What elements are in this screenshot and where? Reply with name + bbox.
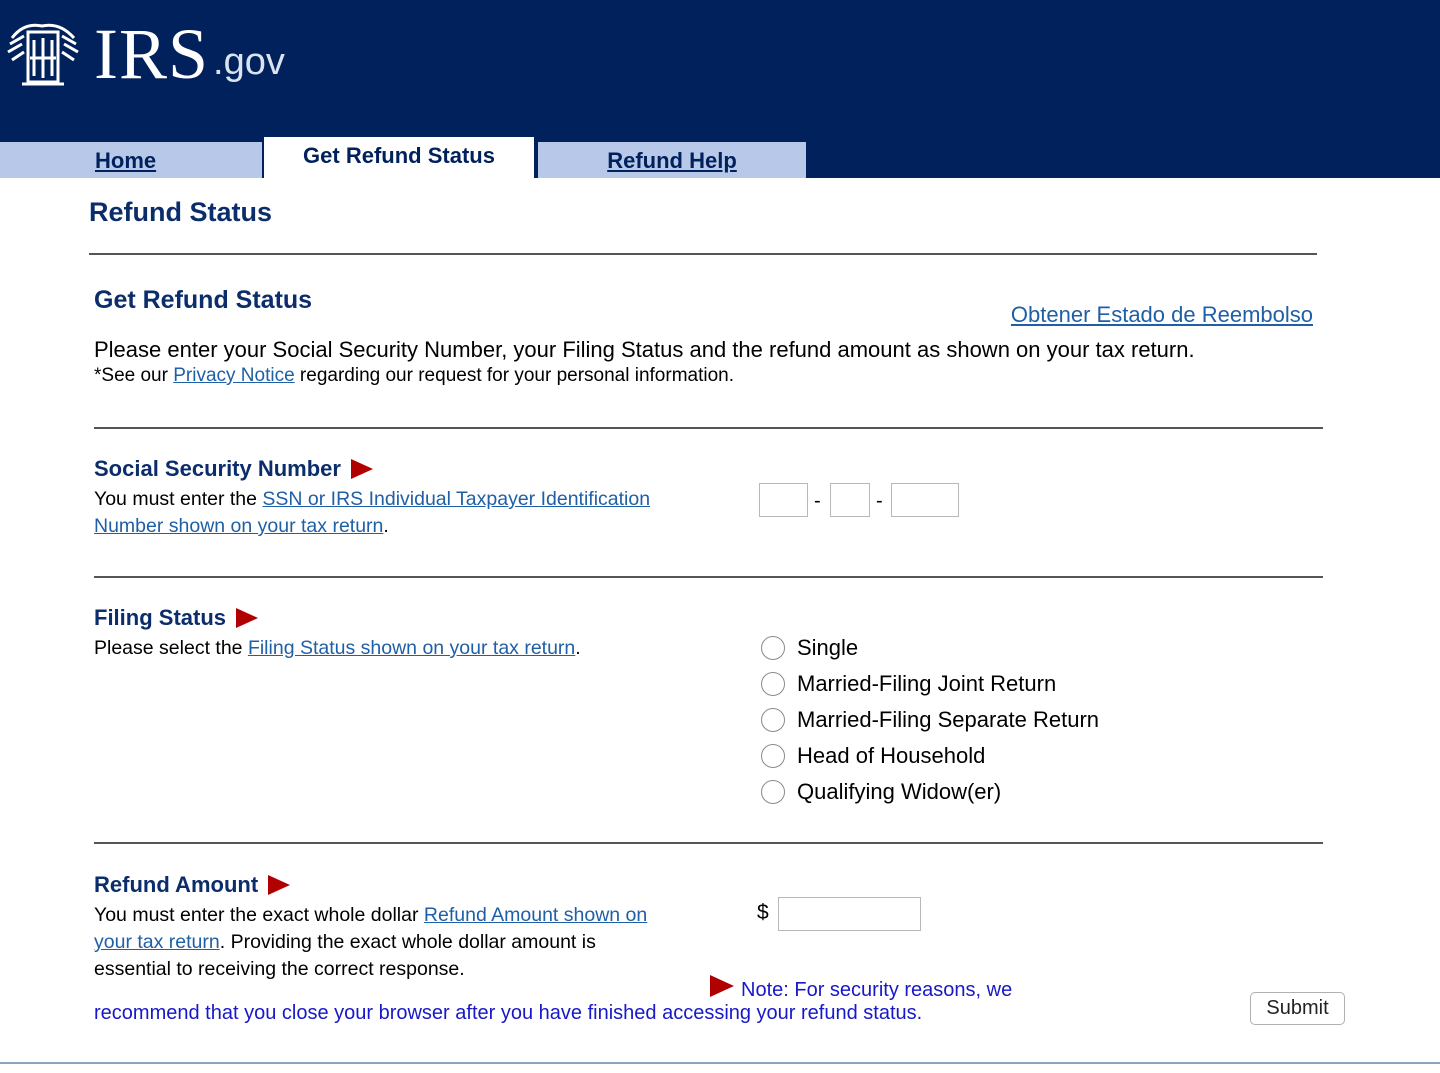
- privacy-text: [94, 365, 734, 387]
- filing-desc-suffix: .: [575, 637, 581, 659]
- logo-gov-text: .gov: [213, 41, 285, 83]
- ssn-desc-prefix: You must enter the: [94, 488, 263, 510]
- ssn-part1-input[interactable]: [759, 483, 808, 517]
- filing-option-married-separate[interactable]: [761, 707, 1099, 733]
- ssn-desc-suffix: .: [383, 515, 389, 537]
- privacy-notice-link[interactable]: Privacy Notice: [173, 365, 295, 386]
- filing-desc-prefix: Please select the: [94, 637, 248, 659]
- refund-amount-help-link[interactable]: Refund Amount shown on: [423, 904, 648, 926]
- security-note-line1: Note: For security reasons, we: [741, 979, 1013, 1001]
- privacy-suffix: regarding our request for your personal information.: [294, 365, 735, 386]
- filing-status-label-text: Filing Status: [94, 605, 226, 630]
- filing-option-married-joint[interactable]: [761, 671, 1056, 697]
- radio-button[interactable]: [761, 780, 785, 804]
- refund-desc-prefix: You must enter the exact whole dollar: [94, 904, 424, 926]
- submit-button[interactable]: Submit: [1250, 992, 1345, 1025]
- filing-option-label: Married-Filing Separate Return: [797, 707, 1100, 732]
- irs-logo[interactable]: [4, 14, 285, 94]
- radio-button[interactable]: [761, 636, 785, 660]
- red-flag-icon: [236, 608, 258, 628]
- filing-status-description: [94, 635, 581, 662]
- tab-home-link[interactable]: Home: [95, 148, 157, 173]
- radio-button[interactable]: [761, 672, 785, 696]
- refund-amount-label: [94, 872, 290, 898]
- refund-amount-label-text: Refund Amount: [94, 872, 259, 897]
- intro-text: Please enter your Social Security Number, your Filing Status and the refund amount as shown on your tax return.: [94, 337, 1195, 362]
- filing-option-label: Single: [797, 635, 859, 660]
- filing-option-head-of-household[interactable]: [761, 743, 985, 769]
- tab-bar: [0, 137, 806, 178]
- ssn-label: [94, 456, 373, 482]
- filing-status-label: [94, 605, 258, 631]
- filing-divider: [94, 842, 1323, 844]
- spanish-version-link[interactable]: Obtener Estado de Reembolso: [1010, 302, 1313, 327]
- ssn-part2-input[interactable]: [830, 483, 870, 517]
- refund-amount-help-link-line2[interactable]: your tax return: [94, 931, 220, 953]
- red-flag-icon: [268, 875, 290, 895]
- ssn-divider: [94, 576, 1323, 578]
- irs-eagle-logo-icon: [4, 18, 82, 90]
- filing-status-help-link[interactable]: Filing Status shown on your tax return: [247, 637, 576, 659]
- filing-option-qualifying-widow[interactable]: [761, 779, 1001, 805]
- refund-desc-mid: . Providing the exact whole dollar amount is: [219, 931, 596, 953]
- page-title: Refund Status: [89, 197, 273, 227]
- logo-irs-text: IRS: [94, 14, 210, 94]
- radio-button[interactable]: [761, 744, 785, 768]
- ssn-description: [94, 486, 650, 540]
- currency-symbol: $: [757, 901, 769, 924]
- radio-button[interactable]: [761, 708, 785, 732]
- tab-home[interactable]: [0, 139, 262, 178]
- filing-option-label: Married-Filing Joint Return: [797, 671, 1057, 696]
- footer-divider: [0, 1062, 1440, 1064]
- title-divider: [89, 253, 1317, 255]
- tab-refund-help-link[interactable]: Refund Help: [607, 148, 737, 173]
- red-flag-icon: [351, 459, 373, 479]
- ssn-separator: -: [814, 490, 821, 512]
- ssn-separator: -: [876, 490, 883, 512]
- tab-get-refund-status[interactable]: [264, 137, 534, 178]
- refund-desc-line3: essential to receiving the correct response.: [94, 958, 465, 980]
- security-note-line2: recommend that you close your browser after you have finished accessing your refund status.: [94, 1002, 923, 1024]
- filing-option-single[interactable]: [761, 635, 858, 661]
- privacy-prefix: *See our: [94, 365, 174, 386]
- ssn-help-link-line2[interactable]: Number shown on your tax return: [94, 515, 384, 537]
- filing-option-label: Qualifying Widow(er): [797, 779, 1002, 804]
- ssn-help-link[interactable]: SSN or IRS Individual Taxpayer Identification: [262, 488, 651, 510]
- red-flag-icon: [710, 975, 734, 997]
- ssn-label-text: Social Security Number: [94, 456, 341, 481]
- tab-get-refund-status-label: Get Refund Status: [303, 143, 495, 168]
- refund-amount-description: [94, 902, 647, 983]
- intro-divider: [94, 427, 1323, 429]
- ssn-part3-input[interactable]: [891, 483, 959, 517]
- refund-amount-input[interactable]: [778, 897, 921, 931]
- filing-option-label: Head of Household: [797, 743, 986, 768]
- header-banner: [0, 0, 1440, 178]
- section-title: Get Refund Status: [94, 286, 313, 314]
- tab-refund-help[interactable]: [538, 139, 806, 178]
